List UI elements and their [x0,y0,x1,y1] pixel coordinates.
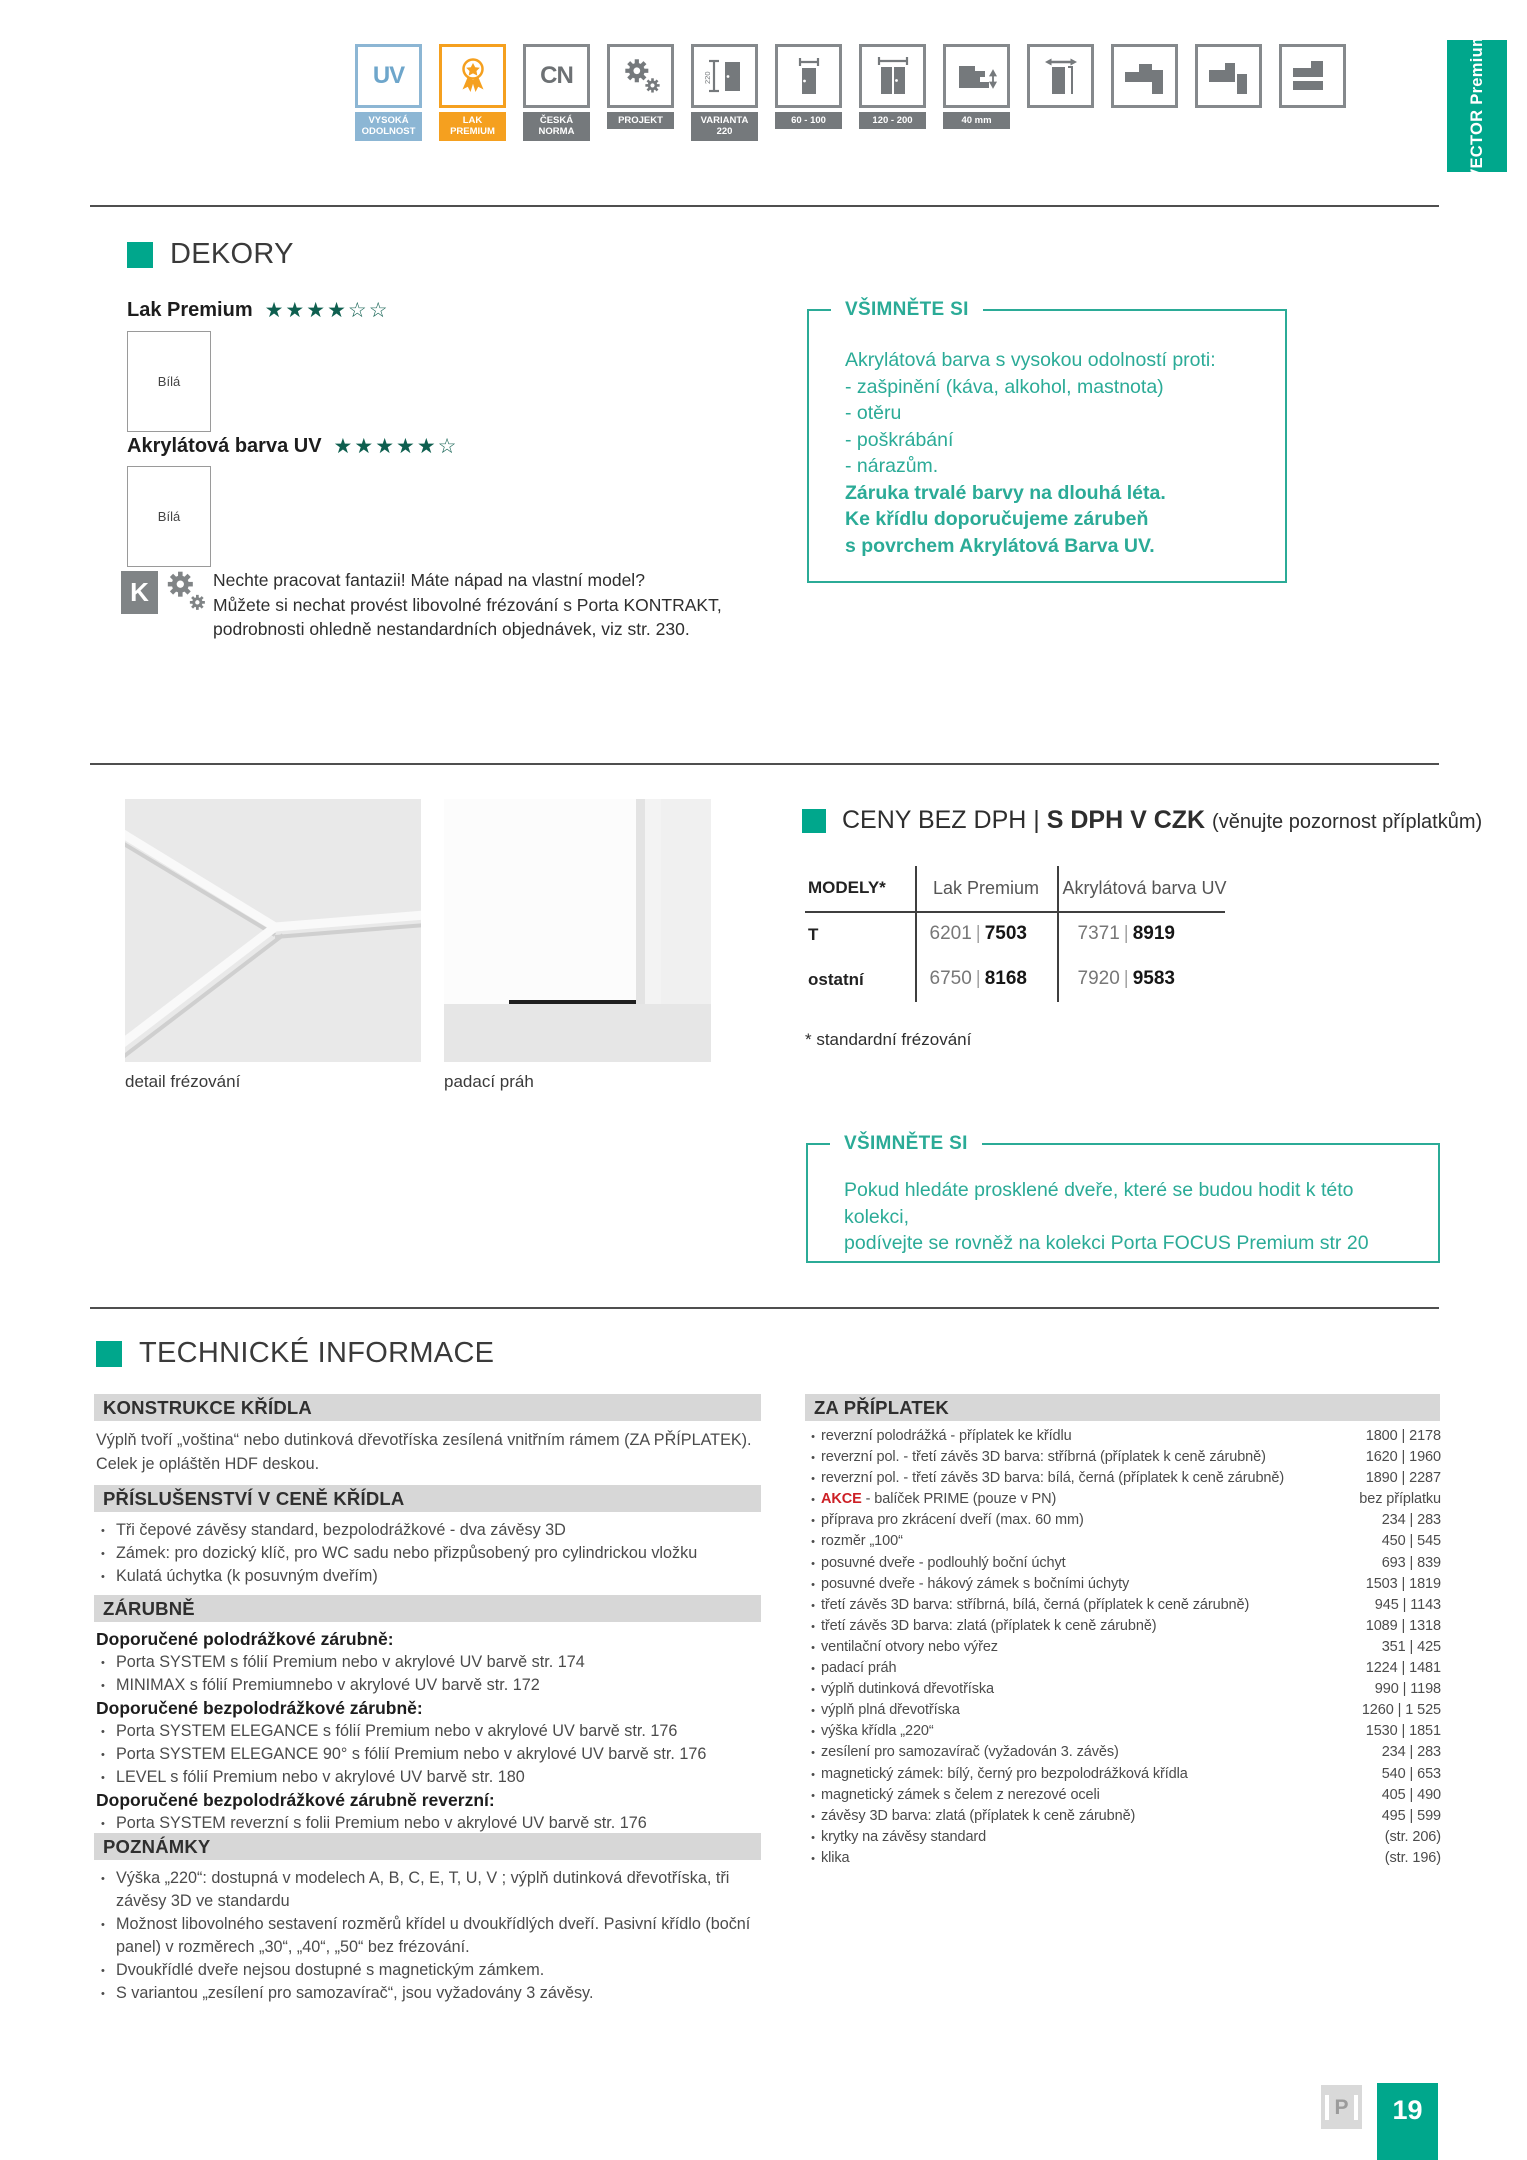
price-row-value: 351 | 425 [1381,1638,1441,1655]
door-width-icon [775,44,842,108]
price-row-label: výška křídla „220“ [821,1723,934,1740]
badge-strip [355,44,1346,141]
kontrakt-note [213,568,722,642]
price-row: • posuvné dveře - podlouhlý boční úchyt 693 | 839 [811,1554,1441,1571]
badge-label: LAK PREMIUM [439,112,506,141]
prices-title: CENY BEZ DPH | S DPH V CZK (věnujte pozornost příplatkům) [842,806,1483,834]
price-cell: 6201 | 7503 [929,923,1027,944]
list-item: • S variantou „zesílení pro samozavírač“, jsou vyžadovány 3 závěsy. [96,1982,761,2005]
price-row-label: reverzní pol. - třetí závěs 3D barva: stříbrná (příplatek k ceně zárubně) [821,1449,1266,1466]
swatch-label: Bílá [157,509,181,524]
badge-frame-profile-1 [1111,44,1178,141]
divider [90,205,1439,207]
group-heading: Doporučené bezpolodrážkové zárubně: [96,1698,423,1718]
price-row-label: magnetický zámek: bílý, černý pro bezpolodrážková křídla [821,1765,1188,1782]
price-row: • krytky na závěsy standard (str. 206) [811,1828,1441,1845]
finish-name: Lak Premium [127,299,253,321]
section-heading-dekory [127,238,294,271]
zarubne-group [96,1697,764,1789]
notice-line: - nárazům. [845,455,939,477]
badge-label: PROJEKT [607,112,674,129]
kontrakt-icon: K [121,571,158,614]
table-footnote: * standardní frézování [805,1030,972,1049]
price-row-label: výplň dutinková dřevotříska [821,1681,994,1698]
badge-60-100 [775,44,842,141]
price-row-label: ventilační otvory nebo výřez [821,1638,998,1655]
badge-label: 40 mm [943,112,1010,129]
price-row-label: krytky na závěsy standard [821,1828,987,1845]
list-item: • LEVEL s fólií Premium nebo v akrylové UV barvě str. 180 [96,1766,764,1789]
price-row: • reverzní polodrážká - příplatek ke křídlu 1800 | 2178 [811,1428,1441,1444]
list-item: • Porta SYSTEM reverzní s folii Premium nebo v akrylové UV barvě str. 176 [96,1812,764,1835]
price-cell: 7371 | 8919 [1077,923,1175,944]
badge-vysoka-odolnost [355,44,422,141]
price-row-value: (str. 206) [1384,1828,1441,1845]
color-swatch-bila [127,466,211,567]
kontrakt-note-line: podrobnosti ohledně nestandardních objednávek, viz str. 230. [213,619,690,639]
price-row-label: magnetický zámek s čelem z nerezové oceli [821,1786,1100,1803]
price-row-value: 1260 | 1 525 [1361,1702,1441,1719]
price-row-value: 945 | 1143 [1374,1596,1441,1613]
price-row: • reverzní pol. - třetí závěs 3D barva: bílá, černá (příplatek k ceně zárubně) 1890 | 2287 [811,1470,1441,1487]
list-item: • Tři čepové závěsy standard, bezpolodrážkové - dva závěsy 3D [96,1519,764,1542]
price-row: • výplň plná dřevotříska 1260 | 1 525 [811,1702,1441,1719]
badge-40-mm [943,44,1010,141]
cn-icon-text: CN [540,62,573,89]
price-row: • magnetický zámek: bílý, černý pro bezpolodrážková křídla 540 | 653 [811,1765,1441,1782]
subsection-bar-za-priplatek: ZA PŘÍPLATEK [805,1394,1440,1421]
price-row: • výška křídla „220“ 1530 | 1851 [811,1723,1441,1740]
price-row: • zesílení pro samozavírač (vyžadován 3. závěs) 234 | 283 [811,1744,1441,1761]
subsection-bar-konstrukce: KONSTRUKCE KŘÍDLA [94,1394,761,1421]
section-heading-ceny [802,806,1482,835]
list-item: • Dvoukřídlé dveře nejsou dostupné s magnetickým zámkem. [96,1959,761,1982]
price-row: • padací práh 1224 | 1481 [811,1660,1441,1677]
notice-line: Akrylátová barva s vysokou odolností proti: [845,349,1216,371]
price-row-label: třetí závěs 3D barva: zlatá (příplatek k ceně zárubně) [821,1617,1157,1634]
uv-icon [355,44,422,108]
price-row-label: třetí závěs 3D barva: stříbrná, bílá, černá (příplatek k ceně zárubně) [821,1596,1250,1613]
price-row-value: bez příplatku [1359,1491,1441,1508]
badge-label: ČESKÁ NORMA [523,112,590,141]
notice-text-bold [845,480,1265,560]
table-row-label: ostatní [808,970,864,989]
price-row-value: 495 | 599 [1381,1807,1441,1824]
group-list [96,1812,764,1835]
notice-line: Ke křídlu doporučujeme zárubeň [845,508,1149,530]
divider [90,1307,1439,1309]
price-row: • příprava pro zkrácení dveří (max. 60 mm) 234 | 283 [811,1512,1441,1529]
badge-sliding-door [1027,44,1094,141]
price-row-value: 234 | 283 [1381,1512,1441,1529]
price-row-label: klika [821,1849,850,1866]
kontrakt-note-line: Můžete si nechat provést libovolné frézování s Porta KONTRAKT, [213,594,722,615]
price-row-label: závěsy 3D barva: zlatá (příplatek k ceně zárubně) [821,1807,1136,1824]
photo-detail-frezovani [125,799,421,1062]
za-priplatek-list [805,1428,1441,1871]
price-row-label: padací práh [821,1660,897,1677]
price-row: • reverzní pol. - třetí závěs 3D barva: stříbrná (příplatek k ceně zárubně) 1620 | 1960 [811,1449,1441,1466]
poznamky-list [96,1867,761,2005]
group-list [96,1720,764,1789]
frame-profile-icon [1279,44,1346,108]
section-title: TECHNICKÉ INFORMACE [139,1337,495,1369]
price-row-value: 450 | 545 [1381,1533,1441,1550]
notice-line: - otěru [845,402,902,424]
svg-text:220: 220 [702,71,712,84]
subsection-bar-zarubne: ZÁRUBNĚ [94,1595,761,1622]
notice-text [808,1145,1438,1257]
price-row-label: příprava pro zkrácení dveří (max. 60 mm) [821,1512,1084,1529]
table-col-header: MODELY* [808,878,886,897]
notice-text [845,347,1265,480]
door-panel [444,799,645,1007]
price-row-label: posuvné dveře - podlouhlý boční úchyt [821,1554,1066,1571]
konstrukce-text: Výplň tvoří „voština“ nebo dutinková dřevotříska zesílená vnitřním rámem (ZA PŘÍPLATEK). Celek je opláštěn HDF deskou. [96,1431,752,1473]
finish-lak-premium [127,298,390,323]
rating-stars: ★★★★☆☆ [264,299,390,322]
price-row-value: 990 | 1198 [1374,1681,1441,1698]
notice-line: Záruka trvalé barvy na dlouhá léta. [845,481,1166,504]
notice-line: - zašpinění (káva, alkohol, mastnota) [845,375,1164,398]
badge-ceska-norma [523,44,590,141]
price-row: • výplň dutinková dřevotříska 990 | 1198 [811,1681,1441,1698]
table-row-label: T [808,925,819,944]
price-row-value: 693 | 839 [1381,1554,1441,1571]
notice-title: VŠIMNĚTE SI [830,1133,982,1155]
swatch-label: Bílá [157,374,181,389]
list-item: • Výška „220“: dostupná v modelech A, B, C, E, T, U, V ; výplň dutinková dřevotříska, tři závěsy 3D ve standardu [96,1867,761,1913]
zarubne-group [96,1789,764,1835]
floor [444,1004,711,1062]
list-item: • Porta SYSTEM ELEGANCE s fólií Premium nebo v akrylové UV barvě str. 176 [96,1720,764,1743]
badge-label: VARIANTA 220 [691,112,758,141]
price-row: • AKCE - balíček PRIME (pouze v PN) bez příplatku [811,1491,1441,1508]
price-row-label: zesílení pro samozavírač (vyžadován 3. závěs) [821,1744,1119,1761]
list-item: • Zámek: pro dozický klíč, pro WC sadu nebo přizpůsobený pro cylindrickou vložku [96,1542,764,1565]
group-heading: Doporučené bezpolodrážkové zárubně reverzní: [96,1790,495,1810]
frame-profile-icon [1195,44,1262,108]
price-row-label: posuvné dveře - hákový zámek s bočními úchyty [821,1575,1130,1592]
price-row: • rozměr „100“ 450 | 545 [811,1533,1441,1550]
badge-label: 60 - 100 [775,112,842,129]
badge-label: VYSOKÁ ODOLNOST [355,112,422,141]
price-row-label: reverzní polodrážká - příplatek ke křídlu [821,1428,1072,1444]
badge-projekt [607,44,674,141]
price-cell: 6750 | 8168 [929,968,1027,989]
zarubne-group [96,1628,764,1697]
medal-icon [439,44,506,108]
porta-logo: P [1321,2085,1362,2129]
list-item: • MINIMAX s fólií Premiumnebo v akrylové UV barvě str. 172 [96,1674,764,1697]
finish-akrylatova-barva-uv [127,434,459,459]
zarubne-groups [96,1628,764,1835]
photo-padaci-prah [444,799,711,1062]
price-row-value: 1800 | 2178 [1365,1428,1441,1444]
notice-title: VŠIMNĚTE SI [831,299,983,321]
notice-box [807,299,1287,583]
subsection-bar-poznamky: POZNÁMKY [94,1833,761,1860]
badge-label: 120 - 200 [859,112,926,129]
price-row: • závěsy 3D barva: zlatá (příplatek k ceně zárubně) 495 | 599 [811,1807,1441,1824]
price-row-label: reverzní pol. - třetí závěs 3D barva: bílá, černá (příplatek k ceně zárubně) [821,1470,1285,1487]
gears-icon [161,566,211,621]
badge-frame-profile-2 [1195,44,1262,141]
price-row-value: 1224 | 1481 [1365,1660,1441,1677]
price-row: • posuvné dveře - hákový zámek s bočními úchyty 1503 | 1819 [811,1575,1441,1592]
price-row: • třetí závěs 3D barva: stříbrná, bílá, černá (příplatek k ceně zárubně) 945 | 1143 [811,1596,1441,1613]
prislusenstvi-list [96,1519,764,1588]
notice-line: Pokud hledáte prosklené dveře, které se budou hodit k této kolekci, [844,1179,1354,1228]
notice-box [806,1133,1440,1263]
section-marker-icon [127,242,153,268]
list-item: • Kulatá úchytka (k posuvným dveřím) [96,1565,764,1588]
subsection-bar-prislusenstvi: PŘÍSLUŠENSTVÍ V CENĚ KŘÍDLA [94,1485,761,1512]
list-item: • Porta SYSTEM s fólií Premium nebo v akrylové UV barvě str. 174 [96,1651,764,1674]
price-row: • třetí závěs 3D barva: zlatá (příplatek k ceně zárubně) 1089 | 1318 [811,1617,1441,1634]
list-item: • Porta SYSTEM ELEGANCE 90° s fólií Premium nebo v akrylové UV barvě str. 176 [96,1743,764,1766]
price-row-value: (str. 196) [1384,1849,1441,1866]
group-heading: Doporučené polodrážkové zárubně: [96,1629,394,1649]
badge-120-200 [859,44,926,141]
badge-lak-premium [439,44,506,141]
kontrakt-note-line: Nechte pracovat fantazii! Máte nápad na vlastní model? [213,570,645,590]
frame-profile-icon [1111,44,1178,108]
section-marker-icon [802,809,826,833]
color-swatch-bila [127,331,211,432]
section-marker-icon [96,1341,122,1367]
collection-tab-label: VECTOR Premium [1467,32,1486,180]
price-row-value: 1620 | 1960 [1365,1449,1441,1466]
table-col-header: Lak Premium [932,878,1040,898]
notice-line: podívejte se rovněž na kolekci Porta FOCUS Premium str 20 [844,1232,1369,1254]
finish-name: Akrylátová barva UV [127,435,322,457]
divider [90,763,1439,765]
price-cell: 7920 | 9583 [1077,968,1175,989]
rating-stars: ★★★★★☆ [333,435,459,458]
price-row-value: 540 | 653 [1381,1765,1441,1782]
price-row-label: AKCE - balíček PRIME (pouze v PN) [821,1491,1057,1508]
cn-icon [523,44,590,108]
notice-line: - poškrábání [845,428,954,451]
price-row-label: rozměr „100“ [821,1533,903,1550]
list-item: • Možnost libovolného sestavení rozměrů křídel u dvoukřídlých dveří. Pasivní křídlo (boční panel) v rozměrech „30“, „40“, „50“ bez frézování. [96,1913,761,1959]
price-row-value: 234 | 283 [1381,1744,1441,1761]
page-number: 19 [1377,2083,1438,2160]
photo-caption: detail frézování [125,1072,241,1091]
door-height-icon [691,44,758,108]
uv-icon-text: UV [372,62,405,89]
collection-tab [1447,32,1507,180]
photo-caption: padací práh [444,1072,534,1091]
table-divider [805,911,1225,913]
price-row-label: výplň plná dřevotříska [821,1702,960,1719]
badge-frame-profile-3 [1279,44,1346,141]
double-door-icon [859,44,926,108]
price-row-value: 1089 | 1318 [1365,1617,1441,1634]
price-row-value: 1503 | 1819 [1365,1575,1441,1592]
section-heading-technicke-informace [96,1337,494,1370]
price-row: • magnetický zámek s čelem z nerezové oceli 405 | 490 [811,1786,1441,1803]
price-row-value: 1890 | 2287 [1365,1470,1441,1487]
group-list [96,1651,764,1697]
price-row-value: 1530 | 1851 [1365,1723,1441,1740]
notice-line: s povrchem Akrylátová Barva UV. [845,534,1155,557]
price-row: • klika (str. 196) [811,1849,1441,1866]
price-row: • ventilační otvory nebo výřez 351 | 425 [811,1638,1441,1655]
gears-icon [607,44,674,108]
sliding-door-icon [1027,44,1094,108]
table-col-header: Akrylátová barva UV [1062,878,1227,898]
door-thickness-icon [943,44,1010,108]
price-row-value: 405 | 490 [1381,1786,1441,1803]
badge-varianta-220 [691,44,758,141]
section-title: DEKORY [170,238,294,270]
